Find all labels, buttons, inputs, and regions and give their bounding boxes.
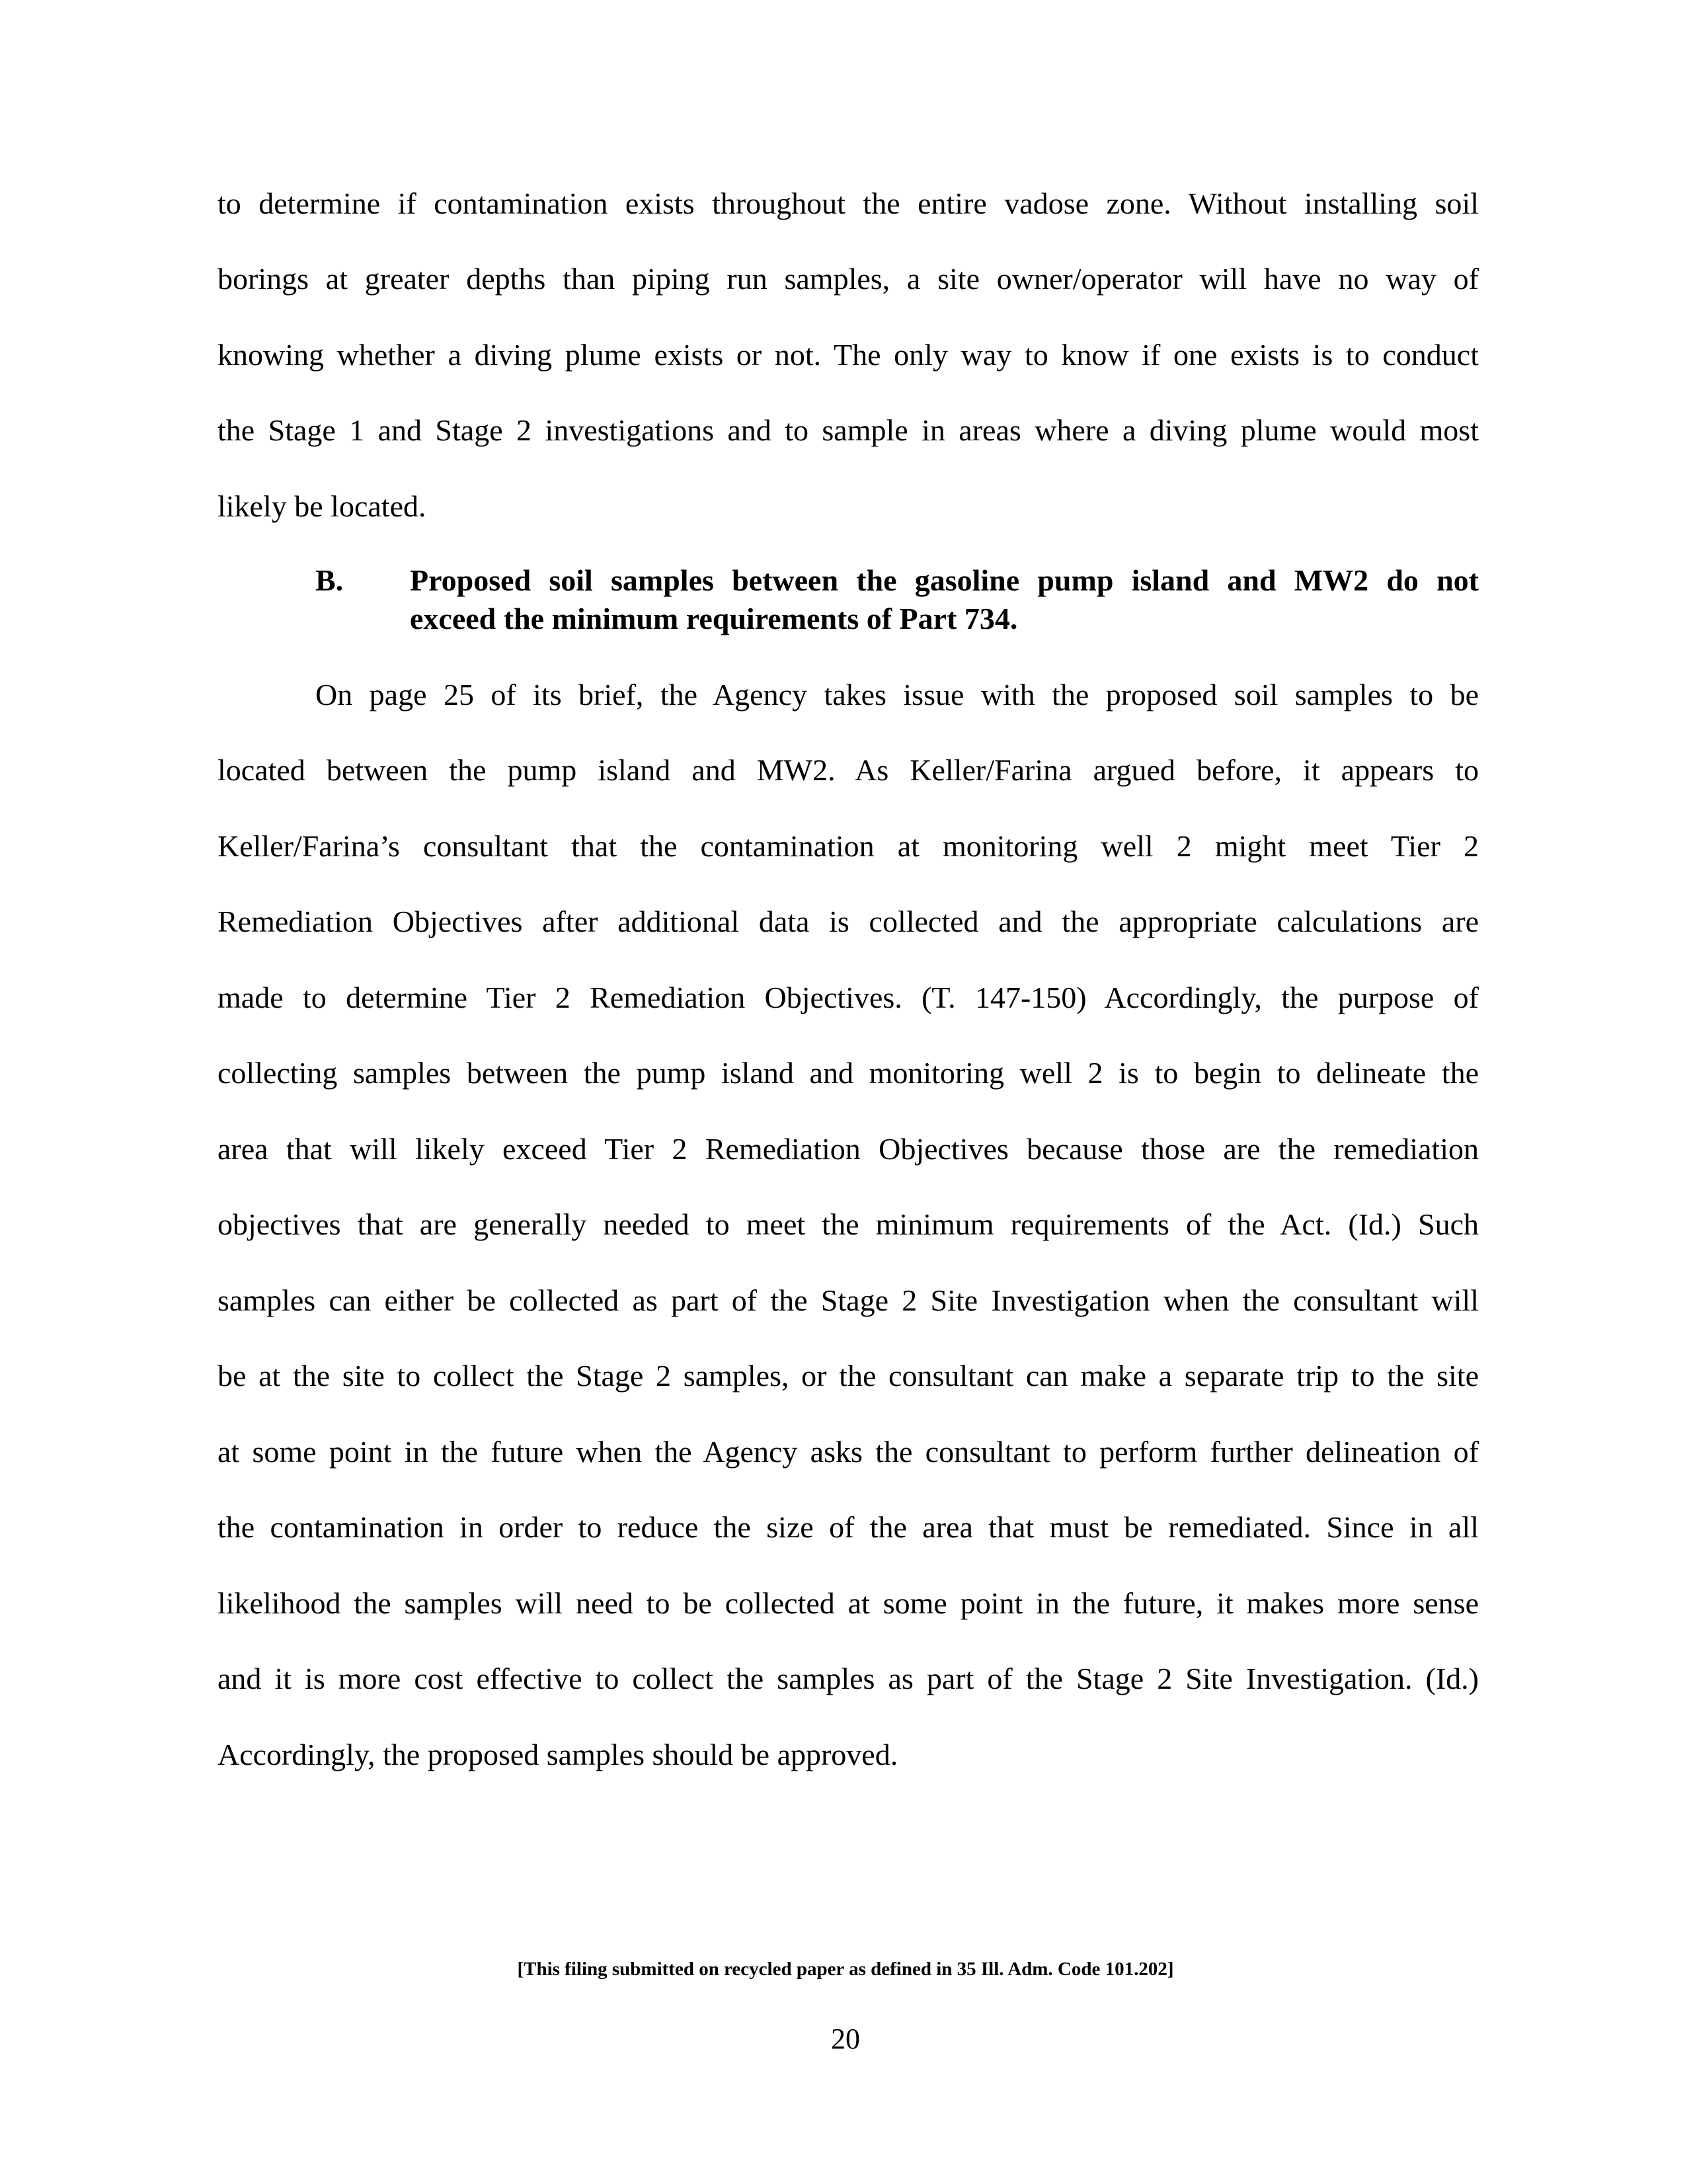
heading-line: Proposed soil samples between the gasoline pump island and MW2 do not [410, 563, 1479, 597]
text-line: the Stage 1 and Stage 2 investigations and to sample in areas where a diving plume would most [217, 413, 1479, 447]
text-line: the contamination in order to reduce the size of the area that must be remediated. Since in all [217, 1510, 1479, 1544]
text-line: samples can either be collected as part of the Stage 2 Site Investigation when the consultant will [217, 1283, 1479, 1317]
text-line: collecting samples between the pump island and monitoring well 2 is to begin to delineate the [217, 1056, 1479, 1090]
text-line: and it is more cost effective to collect the samples as part of the Stage 2 Site Investigation. (Id.) [217, 1662, 1479, 1695]
text-line: likelihood the samples will need to be collected at some point in the future, it makes more sense [217, 1586, 1479, 1620]
text-line: at some point in the future when the Agency asks the consultant to perform further delineation of [217, 1435, 1479, 1469]
text-line: Remediation Objectives after additional data is collected and the appropriate calculations are [217, 905, 1479, 938]
text-line: be at the site to collect the Stage 2 samples, or the consultant can make a separate trip to the site [217, 1359, 1479, 1393]
text-line: to determine if contamination exists throughout the entire vadose zone. Without installing soil [217, 186, 1479, 220]
heading-label: B. [315, 563, 344, 597]
text-line: area that will likely exceed Tier 2 Remediation Objectives because those are the remediation [217, 1132, 1479, 1166]
text-line: knowing whether a diving plume exists or not. The only way to know if one exists is to conduct [217, 338, 1479, 372]
page-number: 20 [831, 2023, 860, 2055]
heading-line: exceed the minimum requirements of Part 734. [410, 602, 1018, 635]
text-line: likely be located. [217, 489, 426, 523]
text-line: located between the pump island and MW2. As Keller/Farina argued before, it appears to [217, 753, 1479, 787]
text-line: Accordingly, the proposed samples should be approved. [217, 1738, 898, 1771]
text-line: Keller/Farina’s consultant that the contamination at monitoring well 2 might meet Tier 2 [217, 829, 1479, 863]
text-line: On page 25 of its brief, the Agency takes issue with the proposed soil samples to be [315, 678, 1479, 711]
text-line: objectives that are generally needed to meet the minimum requirements of the Act. (Id.) Such [217, 1207, 1479, 1241]
footer-note: [This filing submitted on recycled paper as defined in 35 Ill. Adm. Code 101.202] [517, 1959, 1174, 1980]
text-line: made to determine Tier 2 Remediation Objectives. (T. 147-150) Accordingly, the purpose of [217, 981, 1479, 1014]
text-line: borings at greater depths than piping run samples, a site owner/operator will have no way of [217, 262, 1479, 296]
